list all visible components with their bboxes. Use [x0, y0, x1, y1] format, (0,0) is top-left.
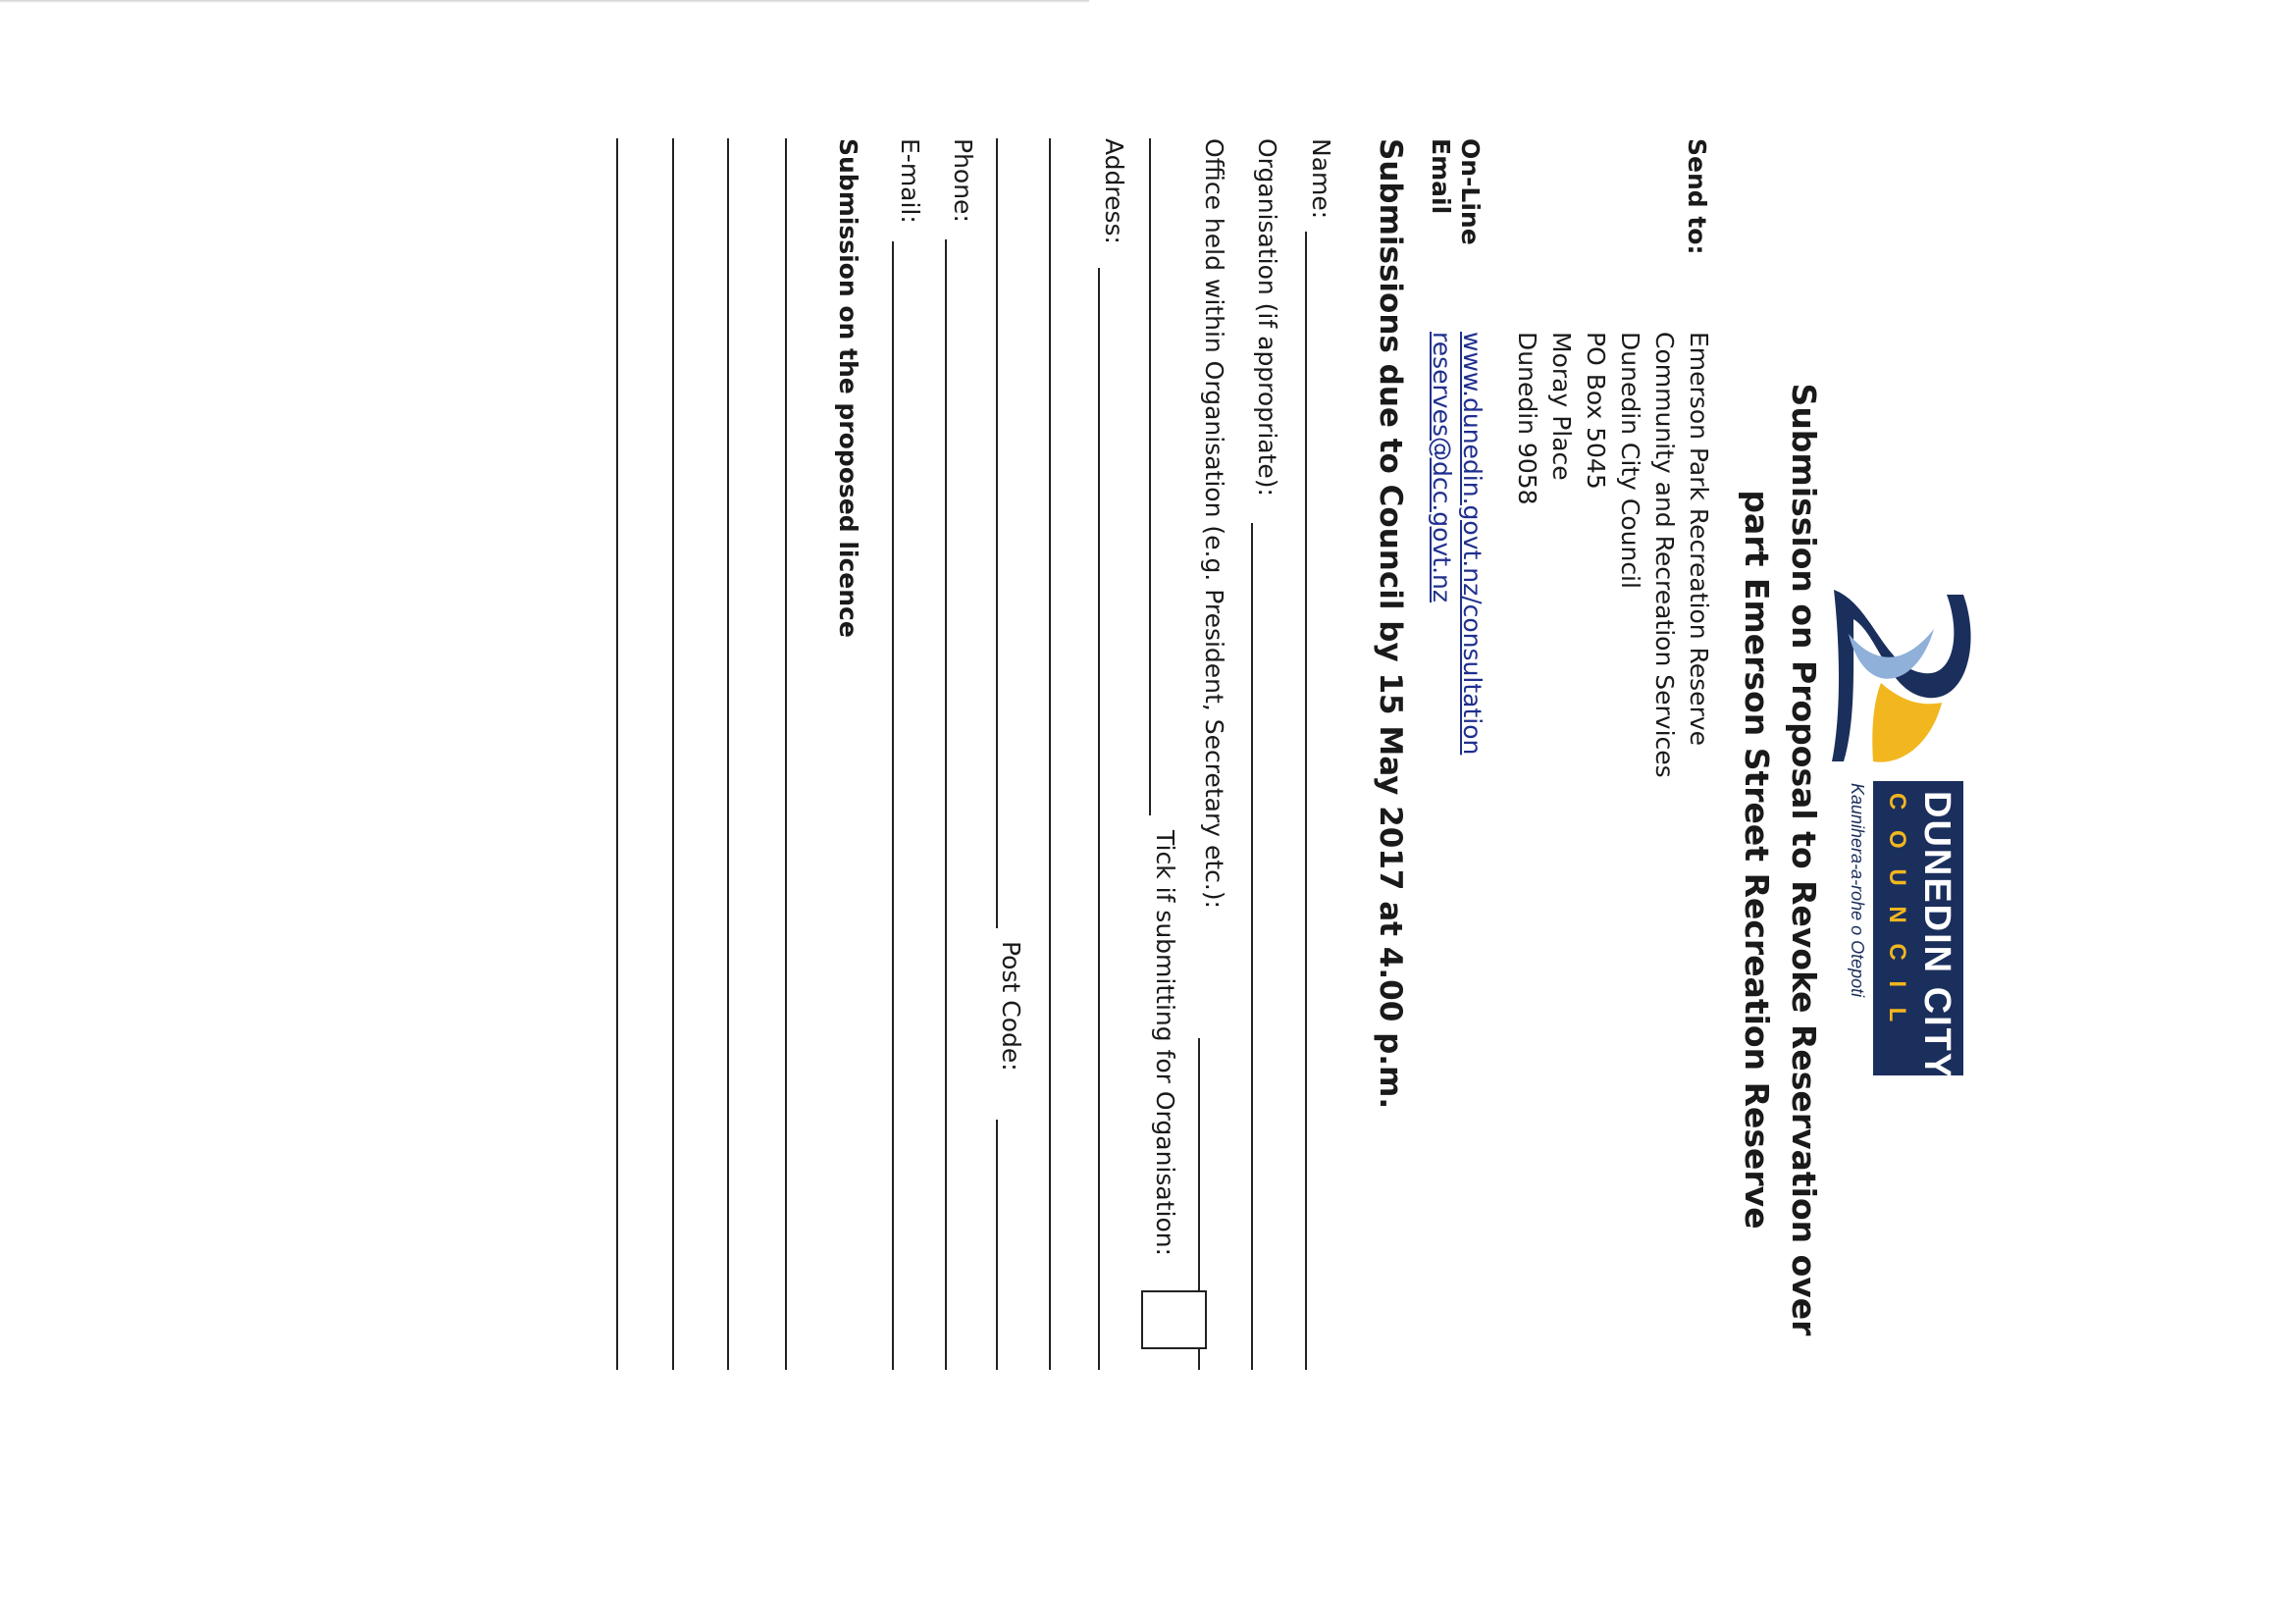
send-to-label: Send to:: [1683, 138, 1711, 255]
consultation-link[interactable]: www.dunedin.govt.nz/consultation: [1458, 332, 1487, 756]
council-name-line1: DUNEDIN CITY: [1916, 791, 1957, 1080]
tick-organisation-label: Tick if submitting for Organisation:: [1151, 830, 1179, 1257]
address-field[interactable]: [1098, 268, 1100, 1370]
online-label: On-Line: [1456, 138, 1485, 245]
name-label: Name:: [1307, 138, 1335, 220]
email-label: E-mail:: [896, 138, 924, 224]
email-field[interactable]: [892, 241, 894, 1370]
organisation-checkbox[interactable]: [1141, 1290, 1207, 1349]
submission-writing-line[interactable]: [672, 138, 674, 1370]
address-field-line2[interactable]: [1049, 138, 1051, 1370]
submission-form-page: [129, 138, 2050, 1581]
reserves-email-link[interactable]: reserves@dcc.govt.nz: [1428, 332, 1456, 602]
form-title-line2: part Emerson Street Recreation Reserve: [1738, 490, 1776, 1230]
address-field-line3[interactable]: [996, 138, 998, 928]
council-name-banner: [1873, 781, 1963, 1080]
council-logo: [1824, 575, 1971, 1262]
email-contact-label: Email: [1427, 138, 1455, 215]
submission-deadline: Submissions due to Council by 15 May 2017 at 4.00 p.m.: [1373, 138, 1408, 1110]
council-swoosh-icon: [1824, 575, 1971, 771]
form-title-line1: Submission on Proposal to Revoke Reservation over: [1785, 383, 1823, 1336]
address-line: Moray Place: [1547, 332, 1576, 481]
scan-edge-shadow: [0, 0, 1089, 3]
council-tagline: Kaunihera-a-rohe o Otepoti: [1848, 783, 1867, 998]
address-line: Community and Recreation Services: [1650, 332, 1679, 778]
phone-field[interactable]: [945, 239, 947, 1370]
office-held-field-continued[interactable]: [1149, 138, 1151, 815]
office-held-label: Office held within Organisation (e.g. President, Secretary etc.):: [1200, 138, 1228, 910]
post-code-label: Post Code:: [997, 941, 1025, 1072]
send-to-address: [1510, 332, 1716, 778]
submission-writing-line[interactable]: [785, 138, 787, 1370]
submission-writing-line[interactable]: [727, 138, 729, 1370]
address-label: Address:: [1100, 138, 1128, 244]
address-line: Emerson Park Recreation Reserve: [1685, 332, 1713, 747]
submission-heading: Submission on the proposed licence: [834, 138, 862, 638]
organisation-label: Organisation (if appropriate):: [1253, 138, 1281, 497]
form-title: [1733, 138, 1827, 1581]
submission-writing-line[interactable]: [616, 138, 618, 1370]
post-code-field[interactable]: [996, 1120, 998, 1370]
organisation-field[interactable]: [1251, 523, 1253, 1370]
phone-label: Phone:: [949, 138, 977, 223]
address-line: Dunedin City Council: [1616, 332, 1644, 589]
council-name-line2: C O U N C I L: [1884, 793, 1910, 1029]
name-field[interactable]: [1305, 232, 1307, 1370]
address-line: PO Box 5045: [1582, 332, 1610, 490]
address-line: Dunedin 9058: [1513, 332, 1541, 505]
